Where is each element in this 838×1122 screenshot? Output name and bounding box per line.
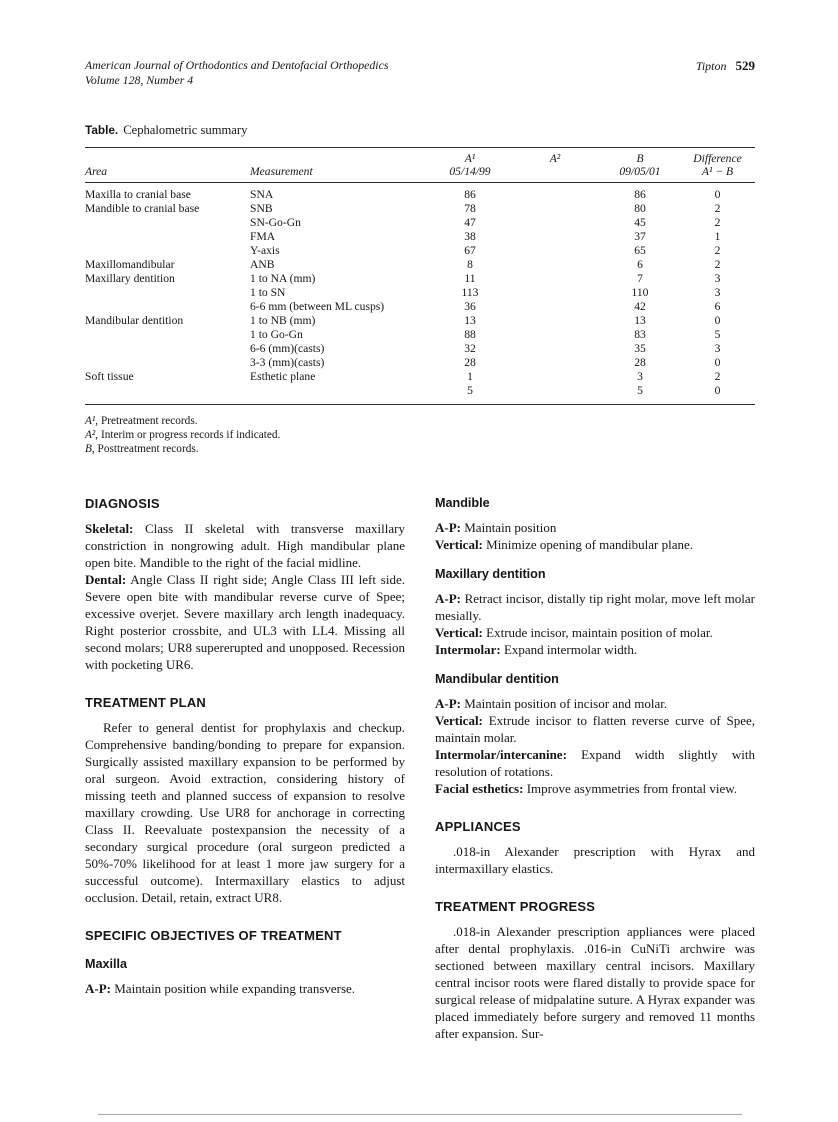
cell-area <box>85 300 250 314</box>
paragraph-label: Skeletal: <box>85 521 134 536</box>
cell-difference: 0 <box>714 356 721 369</box>
cell-area <box>85 244 250 258</box>
paragraph-label: Intermolar/intercanine: <box>435 747 567 762</box>
paragraph-mandent-vertical <box>435 712 755 746</box>
table-caption-label: Table. <box>85 123 119 137</box>
cell-b: 28 <box>634 356 646 369</box>
paragraph-mandible-ap <box>435 519 755 536</box>
cell-difference: 3 <box>714 342 721 355</box>
footnote-text: , Pretreatment records. <box>95 415 198 427</box>
col-header-a2 <box>510 148 600 183</box>
table-row <box>85 183 755 203</box>
cell-measurement: 1 to SN <box>250 286 286 299</box>
footnote-symbol: A¹ <box>85 415 96 427</box>
left-column <box>85 496 405 1042</box>
paragraph-maxilla-ap <box>85 980 405 997</box>
section-heading-objectives: SPECIFIC OBJECTIVES OF TREATMENT <box>85 928 342 943</box>
cell-measurement: SNA <box>250 188 274 201</box>
article-body <box>85 496 755 1042</box>
cell-measurement: SNB <box>250 202 273 215</box>
cell-a2 <box>510 370 600 384</box>
cell-area <box>85 216 250 230</box>
cell-measurement: 1 to NB (mm) <box>250 314 316 327</box>
cell-difference: 1 <box>714 230 721 243</box>
cell-a2 <box>510 356 600 370</box>
cell-measurement: 6-6 (mm)(casts) <box>250 342 325 355</box>
cell-area: Maxillary dentition <box>85 272 175 285</box>
cell-difference: 5 <box>714 328 721 341</box>
cell-b: 83 <box>634 328 646 341</box>
table-row <box>85 258 755 272</box>
col-header-measurement: Measurement <box>250 165 313 178</box>
cell-difference: 2 <box>714 370 721 383</box>
paragraph-label: A-P: <box>435 696 461 711</box>
cell-b: 6 <box>637 258 643 271</box>
subheading-maxilla: Maxilla <box>85 957 127 971</box>
col-header-a1 <box>430 148 510 183</box>
cell-b: 45 <box>634 216 646 229</box>
running-head-right <box>696 58 755 74</box>
table-row <box>85 300 755 314</box>
subheading-mandibular-dentition: Mandibular dentition <box>435 672 559 686</box>
paragraph-mandible-vertical <box>435 536 755 553</box>
paragraph-appliances: .018-in Alexander prescription with Hyrax and intermaxillary elastics. <box>435 844 755 876</box>
table-row <box>85 244 755 258</box>
paragraph-text: Class II skeletal with transverse maxillary constriction in nongrowing adult. High mandibular plane open bite. Mandible to the right of the facial midline. <box>85 521 405 570</box>
cell-a2 <box>510 258 600 272</box>
paragraph-dental <box>85 571 405 673</box>
col-header-b-date: 09/05/01 <box>619 165 661 178</box>
right-column <box>435 496 755 1042</box>
cell-difference: 2 <box>714 258 721 271</box>
col-header-difference-formula: A¹ − B <box>701 165 734 178</box>
table-row <box>85 202 755 216</box>
page-number: 529 <box>735 58 755 73</box>
cell-area <box>85 230 250 244</box>
cell-a1: 36 <box>464 300 476 313</box>
cell-a1: 113 <box>461 286 479 299</box>
cell-area <box>85 328 250 342</box>
cell-difference: 0 <box>714 188 721 201</box>
cell-difference: 2 <box>714 244 721 257</box>
cell-difference: 2 <box>714 216 721 229</box>
cell-a2 <box>510 384 600 405</box>
cell-b: 3 <box>637 370 643 383</box>
cell-area: Mandible to cranial base <box>85 202 200 215</box>
paragraph-text: Minimize opening of mandibular plane. <box>486 537 694 552</box>
cell-a1: 32 <box>464 342 476 355</box>
cell-measurement: FMA <box>250 230 276 243</box>
table-row <box>85 314 755 328</box>
footnote-symbol: A² <box>85 429 96 441</box>
paragraph-treatment-progress: .018-in Alexander prescription appliances were placed after dental prophylaxis. .016-in CuNiTi archwire was sectioned between maxillary central incisors. Maxillary central incisor roots were flared distally to provide space for surgical release of midpalatine suture. A Hyrax expander was placed immediately before surgery and removed 11 months after expansion. Sur- <box>435 924 755 1041</box>
section-heading-treatment-plan: TREATMENT PLAN <box>85 695 206 710</box>
cell-area: Maxillomandibular <box>85 258 175 271</box>
cell-b: 5 <box>637 384 643 397</box>
cell-a1: 78 <box>464 202 476 215</box>
cell-area: Maxilla to cranial base <box>85 188 191 201</box>
cell-a2 <box>510 286 600 300</box>
col-header-a2-spacer <box>510 165 600 178</box>
cell-b: 13 <box>634 314 646 327</box>
paragraph-treatment-plan: Refer to general dentist for prophylaxis and checkup. Comprehensive banding/bonding to prepare for expansion. Surgically assisted maxillary expansion to be performed by oral surgeon. Avoid extraction, considering history of missing teeth and planned success of expansion to resolve maxillary crowding. Use UR8 for anchorage in correcting Class II. Reevaluate postexpansion the necessity of a secondary surgical procedure (oral surgeon predicted a 50%-70% likelihood for at least 1 more jaw surgery for a successful outcome). Intermaxillary elastics to adjust occlusion. Detail, retain, extract UR8. <box>85 720 405 905</box>
paragraph-maxdent-intermolar <box>435 641 755 658</box>
cell-measurement: ANB <box>250 258 275 271</box>
cephalometric-summary-table <box>85 147 755 405</box>
table-row <box>85 286 755 300</box>
cell-measurement: 3-3 (mm)(casts) <box>250 356 325 369</box>
cell-b: 7 <box>637 272 643 285</box>
table-footnote <box>85 414 755 428</box>
paragraph-text: Expand width slightly with resolution of rotations. <box>435 747 755 779</box>
cell-b: 37 <box>634 230 646 243</box>
table-row <box>85 216 755 230</box>
cell-difference: 0 <box>714 384 721 397</box>
cell-area <box>85 356 250 370</box>
journal-title: American Journal of Orthodontics and Dentofacial Orthopedics <box>85 58 389 72</box>
cell-difference: 0 <box>714 314 721 327</box>
section-heading-appliances: APPLIANCES <box>435 819 521 834</box>
footnote-text: , Interim or progress records if indicated. <box>95 429 281 441</box>
running-author: Tipton <box>695 59 727 73</box>
paragraph-mandent-ap <box>435 695 755 712</box>
table-row <box>85 328 755 342</box>
paragraph-label: Vertical: <box>435 625 483 640</box>
table-footnote <box>85 442 755 456</box>
paragraph-mandent-facial-esthetics <box>435 780 755 797</box>
cell-a2 <box>510 272 600 286</box>
cell-a1: 47 <box>464 216 476 229</box>
footnote-text: , Posttreatment records. <box>91 443 199 455</box>
cell-a2 <box>510 183 600 203</box>
paragraph-skeletal <box>85 520 405 571</box>
col-header-a2-label: A² <box>549 152 561 165</box>
paragraph-text: Retract incisor, distally tip right molar, move left molar mesially. <box>435 591 756 623</box>
table-row <box>85 342 755 356</box>
cell-area: Soft tissue <box>85 370 134 383</box>
paragraph-text: Maintain position while expanding transverse. <box>114 981 356 996</box>
cell-area <box>85 286 250 300</box>
cell-difference: 6 <box>714 300 721 313</box>
table-caption-text: Cephalometric summary <box>123 123 248 137</box>
table-header-row <box>85 148 755 183</box>
cell-a1: 13 <box>464 314 476 327</box>
section-heading-treatment-progress: TREATMENT PROGRESS <box>435 899 596 914</box>
cell-a2 <box>510 202 600 216</box>
table-row <box>85 272 755 286</box>
cell-a2 <box>510 216 600 230</box>
table-footnotes <box>85 414 755 456</box>
cell-a1: 28 <box>464 356 476 369</box>
subheading-mandible: Mandible <box>435 496 490 510</box>
cell-a2 <box>510 328 600 342</box>
cell-area: Mandibular dentition <box>85 314 184 327</box>
cell-measurement: Y-axis <box>250 244 280 257</box>
running-header <box>85 58 755 87</box>
cell-b: 86 <box>634 188 646 201</box>
paragraph-label: A-P: <box>435 591 461 606</box>
table-row <box>85 370 755 384</box>
paragraph-text: Expand intermolar width. <box>503 642 638 657</box>
cell-a2 <box>510 244 600 258</box>
cell-a2 <box>510 230 600 244</box>
paragraph-label: Vertical: <box>435 713 483 728</box>
cell-measurement: 1 to NA (mm) <box>250 272 316 285</box>
cell-measurement: SN-Go-Gn <box>250 216 301 229</box>
paragraph-label: Dental: <box>85 572 127 587</box>
cell-a1: 86 <box>464 188 476 201</box>
cell-measurement: 1 to Go-Gn <box>250 328 303 341</box>
col-header-a1-date: 05/14/99 <box>449 165 491 178</box>
footnote-symbol: B <box>85 443 92 455</box>
cell-a2 <box>510 342 600 356</box>
cell-a1: 5 <box>467 384 473 397</box>
cell-b: 80 <box>634 202 646 215</box>
paragraph-label: Intermolar: <box>435 642 501 657</box>
paragraph-text: Extrude incisor to flatten reverse curve of Spee, maintain molar. <box>435 713 755 745</box>
cell-a1: 8 <box>467 258 473 271</box>
cell-difference: 3 <box>714 286 721 299</box>
col-header-b <box>600 148 680 183</box>
cell-measurement: 6-6 mm (between ML cusps) <box>250 300 385 313</box>
cell-difference: 3 <box>714 272 721 285</box>
paragraph-maxdent-vertical <box>435 624 755 641</box>
col-header-difference-label: Difference <box>693 152 742 165</box>
col-header-b-label: B <box>636 152 644 165</box>
table-row <box>85 230 755 244</box>
cell-measurement: Esthetic plane <box>250 370 316 383</box>
paragraph-text: Extrude incisor, maintain position of molar. <box>486 625 713 640</box>
cell-area <box>85 384 250 405</box>
table-footnote <box>85 428 755 442</box>
paragraph-label: Vertical: <box>435 537 483 552</box>
cell-b: 65 <box>634 244 646 257</box>
cell-b: 42 <box>634 300 646 313</box>
subheading-maxillary-dentition: Maxillary dentition <box>435 567 546 581</box>
section-heading-diagnosis: DIAGNOSIS <box>85 496 160 511</box>
table-row <box>85 356 755 370</box>
cell-b: 35 <box>634 342 646 355</box>
paragraph-label: A-P: <box>435 520 461 535</box>
cell-a2 <box>510 314 600 328</box>
cell-measurement <box>250 384 430 405</box>
cell-a1: 38 <box>464 230 476 243</box>
cell-a1: 88 <box>464 328 476 341</box>
paragraph-text: Maintain position <box>464 520 557 535</box>
paragraph-label: A-P: <box>85 981 111 996</box>
paragraph-maxdent-ap <box>435 590 755 624</box>
col-header-a1-label: A¹ <box>464 152 476 165</box>
table-row <box>85 384 755 405</box>
paragraph-label: Facial esthetics: <box>435 781 524 796</box>
col-header-difference <box>680 148 755 183</box>
cell-a1: 67 <box>464 244 476 257</box>
paragraph-text: Improve asymmetries from frontal view. <box>526 781 738 796</box>
paragraph-text: Maintain position of incisor and molar. <box>464 696 668 711</box>
journal-issue: Volume 128, Number 4 <box>85 72 194 87</box>
paragraph-mandent-intermolar <box>435 746 755 780</box>
cell-b: 110 <box>631 286 649 299</box>
paragraph-text: Angle Class II right side; Angle Class III left side. Severe open bite with mandibular reverse curve of Spee; excessive overjet. Severe maxillary arch length inadequacy. Right posterior crossbite, and UL3 with LL4. Missing all second molars; UR8 supererupted and unopposed. Recession with pocketing UR6. <box>85 572 405 672</box>
table-caption <box>85 123 755 138</box>
journal-identity <box>85 58 388 87</box>
cell-a1: 11 <box>464 272 476 285</box>
col-header-area: Area <box>85 165 108 178</box>
cell-a2 <box>510 300 600 314</box>
cell-a1: 1 <box>467 370 473 383</box>
cell-area <box>85 342 250 356</box>
cell-difference: 2 <box>714 202 721 215</box>
